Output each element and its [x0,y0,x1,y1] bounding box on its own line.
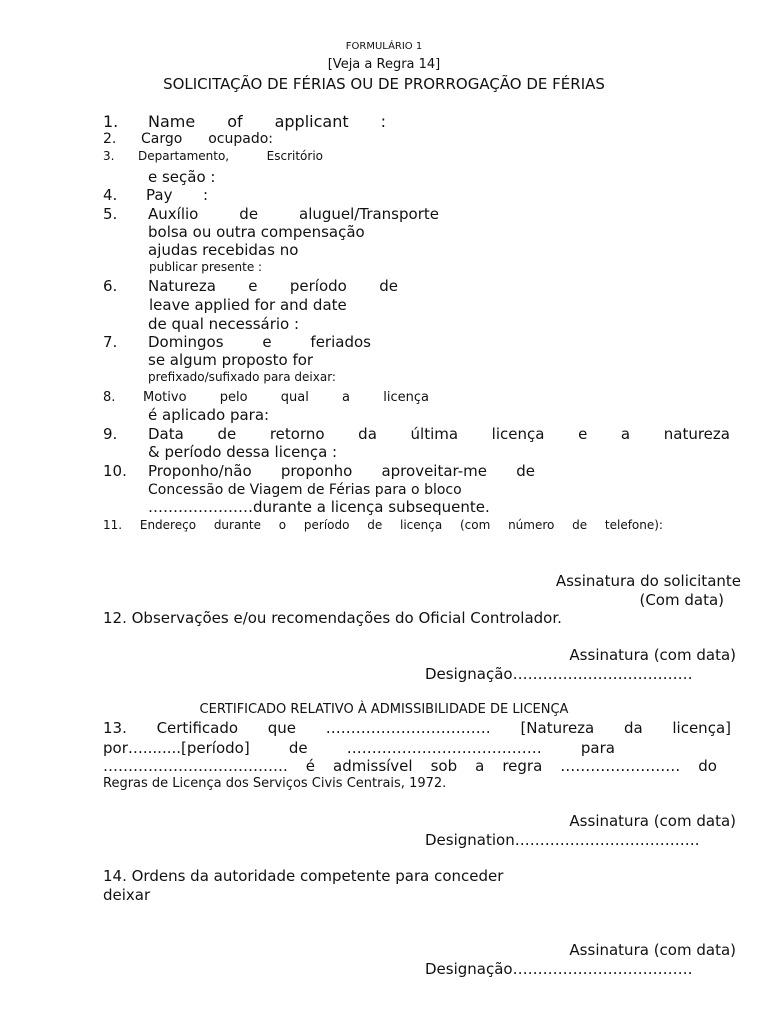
item-12-label: 12. Observações e/ou recomendações do Oficial Controlador. [103,609,562,627]
certificate-line-3: ………………………………. é admissível sob a regra …………………… do [103,757,717,775]
item-6-continuation: leave applied for and date [149,296,347,314]
item-7-continuation: prefixado/sufixado para deixar: [148,370,336,384]
item-7-continuation: se algum proposto for [148,351,314,369]
designation-label: Designação……………………………… [425,665,693,683]
item-8-label: Motivo pelo qual a licença [143,390,429,405]
item-5-number: 5. [103,205,118,223]
applicant-signature-label: Assinatura do solicitante [555,572,741,590]
certificate-line-1: 13. Certificado que …………………………… [Natureza da licença] [103,719,731,737]
item-1-number: 1. [103,112,119,131]
item-5-continuation: publicar presente : [149,260,263,274]
item-7-number: 7. [103,333,118,351]
designation-label: Designation………………………………. [425,831,700,849]
item-14-label: 14. Ordens da autoridade competente para conceder [103,867,504,885]
item-10-number: 10. [103,462,127,480]
item-4-label: Pay : [146,186,208,204]
item-3-number: 3. [103,149,115,163]
signature-label: Assinatura (com data) [569,812,736,830]
page-title: SOLICITAÇÃO DE FÉRIAS OU DE PRORROGAÇÃO DE FÉRIAS [163,75,605,93]
signature-label: Assinatura (com data) [569,646,736,664]
item-11-label: 11. Endereço durante o período de licença (com número de telefone): [103,518,663,532]
rule-reference: [Veja a Regra 14] [327,57,441,72]
item-14-continuation: deixar [103,886,151,904]
item-5-label: Auxílio de aluguel/Transporte [148,205,439,223]
item-9-continuation: & período dessa licença : [148,443,338,461]
item-6-number: 6. [103,277,118,295]
certificate-line-4: Regras de Licença dos Serviços Civis Centrais, 1972. [103,776,447,791]
item-8-number: 8. [103,390,116,405]
item-3-label: Departamento, Escritório [138,149,323,163]
certificate-line-2: por…........[período] de ………………………………… para [103,739,615,757]
item-2-label: Cargo ocupado: [141,131,273,147]
item-6-label: Natureza e período de [148,277,398,295]
item-5-continuation: ajudas recebidas no [148,241,299,259]
item-8-continuation: é aplicado para: [148,406,270,424]
item-6-continuation: de qual necessário : [148,315,300,333]
signature-label: Assinatura (com data) [569,941,736,959]
item-10-continuation: Concessão de Viagem de Férias para o bloco [148,482,462,498]
applicant-date-label: (Com data) [639,591,724,609]
item-3-continuation: e seção : [148,168,216,186]
item-10-label: Proponho/não proponho aproveitar-me de [148,462,535,480]
item-9-number: 9. [103,425,118,443]
certificate-heading: CERTIFICADO RELATIVO À ADMISSIBILIDADE DE LICENÇA [199,702,569,717]
designation-label: Designação……………………………… [425,960,693,978]
item-7-label: Domingos e feriados [148,333,371,351]
form-label: FORMULÁRIO 1 [345,41,423,52]
item-5-continuation: bolsa ou outra compensação [148,223,365,241]
item-10-continuation: …………………durante a licença subsequente. [148,498,490,516]
item-4-number: 4. [103,186,118,204]
item-1-label: Name of applicant : [148,112,386,131]
item-9-label: Data de retorno da última licença e a natureza [148,425,730,443]
item-2-number: 2. [103,131,117,147]
